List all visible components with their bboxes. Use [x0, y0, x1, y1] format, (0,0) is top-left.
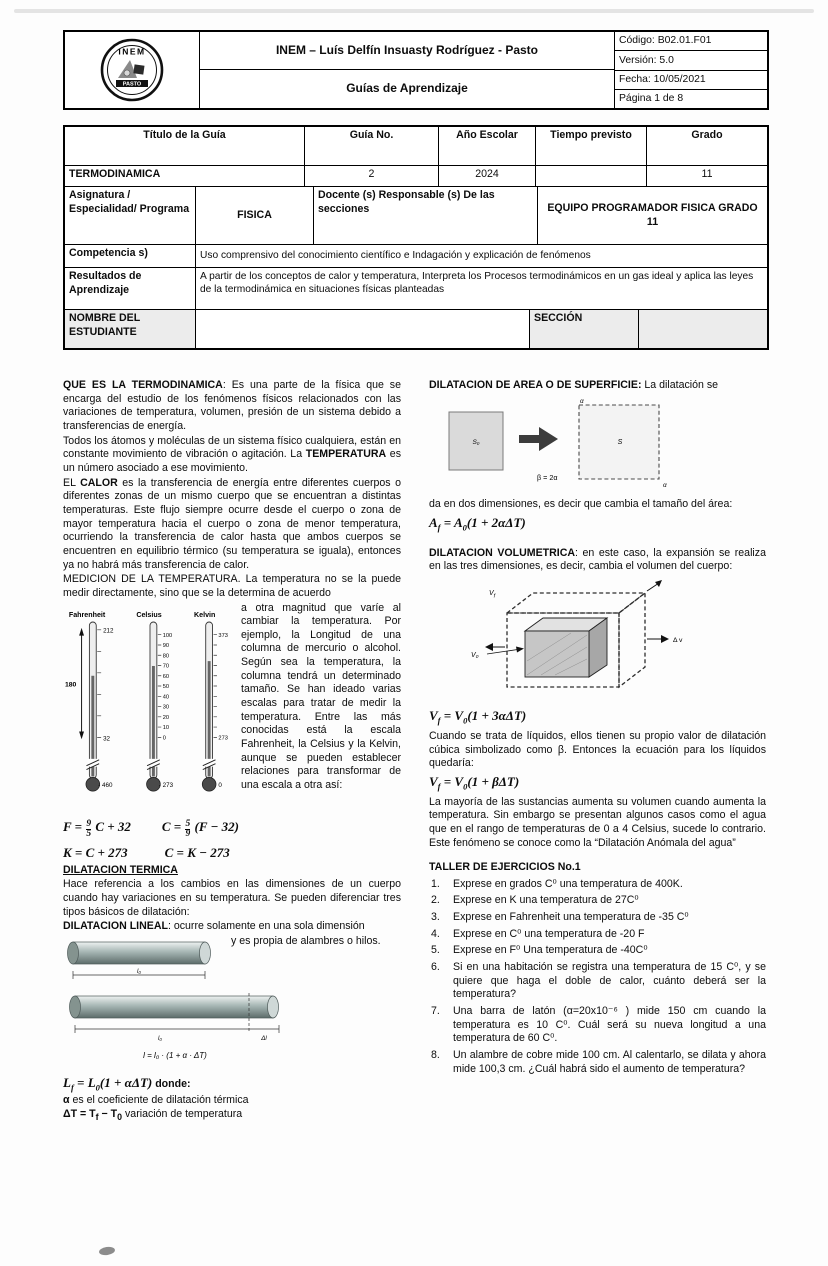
logo-cell — [65, 32, 200, 108]
liquid-formula: $V_f = V_0(1 + \beta\Delta T)$ — [429, 774, 520, 792]
svg-text:70: 70 — [162, 663, 170, 670]
docente-value: EQUIPO PROGRAMADOR FISICA GRADO 11 — [537, 187, 767, 244]
resultados-label: Resultados de Aprendizaje — [69, 270, 142, 296]
heading-dilatacion-volumetrica: DILATACION VOLUMETRICA: en este caso, la expansión se realiza en las tres dimensiones, es decir, cambia el volumen del cuerpo: — [429, 546, 766, 573]
document-type-title: Guías de Aprendizaje — [346, 81, 468, 96]
paragraph-medicion: MEDICION DE LA TEMPERATURA. La temperatura no se la puede medir directamente, sino que se la determina de acuerdo — [63, 573, 401, 599]
fahrenheit-thermometer — [65, 622, 114, 791]
institution-name: INEM – Luís Delfín Insuasty Rodríguez - Pasto — [200, 32, 614, 70]
school-logo — [100, 38, 164, 102]
svg-text:80: 80 — [162, 652, 170, 659]
l0-label: l₀ — [158, 1034, 162, 1042]
guide-info-table — [63, 125, 769, 350]
s0-label: S₀ — [472, 438, 480, 446]
nombre-estudiante-label: NOMBRE DEL ESTUDIANTE — [65, 310, 195, 348]
paragraph-dilatacion-lineal: DILATACION LINEAL: ocurre solamente en una sola dimensión — [63, 920, 365, 933]
linear-dilation-figure-2-wrap — [65, 990, 401, 1071]
paragraph-anomala: La mayoría de las sustancias aumenta su volumen cuando aumenta la temperatura. Sin embargo se presentan algunos casos como el agua que en el rango de temperaturas de 0 a 4 Celsius, sucede lo contrario. Este fenómeno se conoce como la “Dilatación Anómala del agua” — [429, 795, 766, 849]
grado-value: 11 — [646, 166, 767, 186]
area-heading-bold: DILATACION DE AREA O DE SUPERFICIE: — [429, 379, 642, 391]
logo-dot-shape — [124, 70, 130, 76]
linear-formula-line: $L_f = L_0(1 + \alpha\Delta T)$ donde: — [63, 1075, 191, 1094]
paragraph-temperatura: Todos los átomos y moléculas de un sistema físico cualquiera, están en constante movimiento de vibración o agitación. La TEMPERATURA es un número asociado a ese movimiento. — [63, 434, 401, 474]
scan-artifact-bottom — [99, 1246, 116, 1256]
termodinamica-lead: QUE ES LA TERMODINAMICA — [63, 379, 223, 391]
deltaT-definition: $\Delta T = T_f - T_0$ variación de temperatura — [63, 1107, 243, 1122]
celsius-thermometer — [147, 622, 174, 791]
area-figure-container — [433, 396, 766, 497]
k-top-label: 373 — [218, 632, 228, 639]
fahrenheit-caption: Fahrenheit — [68, 610, 106, 619]
paragraph-medicion-rest: a otra magnitud que varíe al cambiar la temperatura. Por ejemplo, la Longitud de una columna de mercurio o alcohol. Según sea la temperatura, la columna tendrá un determinado tamaño. Se han ideado varias escalas para tratar de medir la temperatura. Entre las más conocidas está la escala Fahrenheit, la Celsius y la Kelvin, aunque se pueden establecer relaciones para transformar de una escala a otra así: — [241, 601, 401, 792]
exercise-6: Si en una habitación se registra una temperatura de 15 C⁰, y se quiere que haga el doble de calor, cuánto deberá ser la temperatura? — [453, 961, 766, 1001]
paragraph-dilatacion-intro: Hace referencia a los cambios en las dimensiones de un cuerpo cuando hay variaciones en su temperatura. Se pueden diferenciar tres tipos básicos de dilatación: — [63, 878, 401, 918]
paragraph-area: da en dos dimensiones, es decir que cambia el tamaño del área: — [429, 498, 733, 511]
volume-figure-container — [429, 577, 766, 706]
header-middle — [200, 32, 615, 108]
header-table — [63, 30, 769, 110]
beta-label: β = 2α — [537, 472, 558, 482]
guia-no-value: 2 — [304, 166, 438, 186]
alpha-symbol: α — [63, 1093, 70, 1106]
doc-fecha: Fecha: 10/05/2021 — [615, 71, 767, 90]
linear-dilation-figure-2 — [65, 990, 313, 1066]
ano-escolar-value: 2024 — [438, 166, 535, 186]
formula-k1: K = C + 273 — [63, 845, 128, 861]
svg-text:60: 60 — [162, 673, 170, 680]
conversion-formula-line-2 — [63, 845, 401, 862]
col-header-titulo: Título de la Guía — [143, 129, 226, 141]
table-resultados-row — [65, 267, 767, 309]
exercise-list — [429, 878, 766, 1077]
vf-label: $V_f$ — [489, 589, 496, 600]
exercise-2: Exprese en K una temperatura de 27C⁰ — [453, 894, 639, 907]
right-column — [429, 379, 766, 1079]
logo-text-pasto: PASTO — [122, 81, 142, 88]
formula-f: F = $\frac{9}{5}$ C + 32 — [63, 818, 131, 840]
k-low-label: 273 — [218, 734, 228, 741]
v0-label: V₀ — [471, 651, 479, 659]
doc-codigo: Código: B02.01.F01 — [615, 32, 767, 51]
alpha-right-label: α — [663, 481, 667, 489]
alpha-definition: α es el coeficiente de dilatación térmica — [63, 1093, 249, 1106]
competencia-label: Competencia s) — [69, 247, 148, 259]
f-bottom-label: - 460 — [98, 781, 113, 789]
heading-taller: TALLER DE EJERCICIOS No.1 — [429, 861, 581, 874]
formula-c: C = $\frac{5}{9}$ (F − 32) — [161, 818, 239, 840]
heading-dilatacion-area: DILATACION DE AREA O DE SUPERFICIE: La dilatación se — [429, 379, 719, 391]
left-column — [63, 379, 401, 1123]
linear-dilation-formula: $L_f = L_0(1 + \alpha\Delta T)$ — [63, 1075, 153, 1094]
svg-text:10: 10 — [162, 724, 170, 731]
area-dilation-figure — [433, 396, 735, 492]
col-header-ano-escolar: Año Escolar — [438, 127, 535, 165]
volume-dilation-figure — [429, 577, 731, 701]
dilatacion-lineal-lead: DILATACION LINEAL — [63, 920, 168, 933]
area-formula: $A_f = A_0(1 + 2\alpha\Delta T)$ — [429, 514, 526, 533]
col-header-grado: Grado — [646, 127, 767, 165]
col-header-guia-no: Guía No. — [304, 127, 438, 165]
paragraph-medicion-cont — [63, 602, 401, 814]
alpha-top-label: α — [580, 397, 584, 405]
svg-text:50: 50 — [162, 683, 170, 690]
deltaT-symbol: $\Delta T = T_f - T_0$ — [63, 1107, 123, 1122]
exercise-4: Exprese en C⁰ una temperatura de -20 F — [453, 927, 645, 940]
c-bottom-label: - 273 — [158, 781, 174, 789]
temperatura-bold: TEMPERATURA — [305, 448, 387, 461]
heading-dilatacion-termica: DILATACION TERMICA — [63, 863, 178, 876]
header-meta — [615, 32, 767, 108]
formula-k2: C = K − 273 — [164, 845, 230, 861]
linear-dilation-figure-1-wrap — [63, 937, 223, 988]
doc-version: Versión: 5.0 — [615, 51, 767, 70]
svg-text:100: 100 — [162, 632, 173, 639]
col-header-tiempo: Tiempo previsto — [535, 127, 646, 165]
celsius-caption: Celsius — [136, 610, 162, 619]
volume-formula: $V_f = V_0(1 + 3\alpha\Delta T)$ — [429, 708, 527, 727]
linear-dilation-figure-1 — [63, 937, 223, 983]
svg-text:20: 20 — [162, 714, 170, 721]
transform-arrow-icon — [519, 427, 558, 451]
conversion-formula-line-1 — [63, 819, 401, 840]
svg-text:0: 0 — [162, 734, 166, 741]
table-values-row — [65, 165, 767, 186]
thermometer-figure — [63, 605, 237, 813]
f-212-label: 212 — [103, 627, 114, 635]
l0-label: l₀ — [137, 968, 141, 976]
titulo-value: TERMODINAMICA — [69, 168, 161, 180]
f-span-label: 180 — [64, 681, 77, 689]
seccion-input[interactable] — [638, 310, 767, 348]
delta-v-label: Δ v — [673, 636, 683, 644]
scan-artifact-top — [14, 9, 814, 13]
table-competencia-row — [65, 244, 767, 267]
delta-l-label: Δl — [261, 1034, 267, 1042]
paragraph-que-es: QUE ES LA TERMODINAMICA: Es una parte de la física que se encarga del estudio de los fenómenos físicos relacionados con las variaciones de temperatura, volumen, presión de un sistema debido a transferencias de energía. — [63, 379, 401, 432]
thermometer-figure-wrap — [63, 605, 237, 818]
s-label: S — [617, 438, 623, 446]
asignatura-label: Asignatura / Especialidad/ Programa — [69, 189, 190, 215]
linear-formula-caption: l = l₀ · (1 + α · ΔT) — [143, 1050, 207, 1060]
competencia-value: Uso comprensivo del conocimiento científico e Indagación y explicación de fenómenos — [195, 245, 767, 267]
paragraph-calor: EL CALOR es la transferencia de energía entre diferentes cuerpos o diferentes zonas de un mismo cuerpo que se encuentran a distintas temperaturas. Este flujo siempre ocurre desde el cuerpo o zona de mayor temperatura hacia el cuerpo o zona de menor temperatura, ocurriendo la transferencia de calor hasta que ambos cuerpos se encuentren en equilibrio térmico (su temperatura se iguala), entonces ya no habrá más transferencia de calor. — [63, 476, 401, 571]
logo-text-inem: INEM — [118, 46, 146, 57]
tiempo-previsto-value[interactable] — [535, 166, 646, 186]
exercise-1: Exprese en grados C⁰ una temperatura de 400K. — [453, 877, 683, 890]
exercise-8: Un alambre de cobre mide 100 cm. Al calentarlo, se dilata y ahora mide 100,3 cm. ¿Cuál habrá sido el aumento de temperatura? — [453, 1049, 766, 1075]
paragraph-liquidos: Cuando se trata de líquidos, ellos tienen su propio valor de dilatación cúbica simbolizado como β. Entonces la ecuación para los líquidos quedaría: — [429, 730, 766, 770]
seccion-label: SECCIÓN — [529, 310, 638, 348]
svg-text:90: 90 — [162, 642, 170, 649]
docente-label: Docente (s) Responsable (s) De las secciones — [313, 187, 537, 244]
f-32-label: 32 — [103, 734, 111, 742]
svg-text:30: 30 — [162, 704, 170, 711]
exercise-7: Una barra de latón (α=20x10⁻⁶ ) mide 150 cm cuando la temperatura es 10 C⁰. Cuál será su nueva longitud a una temperatura de 60 C⁰. — [453, 1005, 766, 1045]
svg-text:40: 40 — [162, 693, 170, 700]
asignatura-value: FISICA — [195, 187, 313, 244]
kelvin-caption: Kelvin — [193, 610, 216, 619]
dilatacion-lineal-figure-row — [63, 935, 401, 983]
resultados-value: A partir de los conceptos de calor y temperatura, Interpreta los Procesos termodinámicos en un gas ideal y aplica las leyes de la termodinámica en situaciones físicas planteadas — [195, 268, 767, 309]
calor-bold: CALOR — [80, 476, 118, 489]
table-estudiante-row — [65, 309, 767, 348]
volumetrica-heading-bold: DILATACION VOLUMETRICA — [429, 546, 575, 559]
exercise-5: Exprese en F⁰ Una temperatura de -40C⁰ — [453, 944, 648, 957]
k-bottom-label: 0 — [218, 781, 222, 789]
kelvin-thermometer — [202, 622, 228, 791]
nombre-estudiante-input[interactable] — [195, 310, 529, 348]
doc-pagina: Página 1 de 8 — [619, 93, 684, 105]
logo-book-shape — [133, 64, 144, 74]
exercise-3: Exprese en Fahrenheit una temperatura de -35 C⁰ — [453, 911, 689, 924]
table-header-row — [65, 127, 767, 165]
table-asignatura-row — [65, 186, 767, 244]
paragraph-lineal-rest: y es propia de alambres o hilos. — [231, 935, 381, 948]
